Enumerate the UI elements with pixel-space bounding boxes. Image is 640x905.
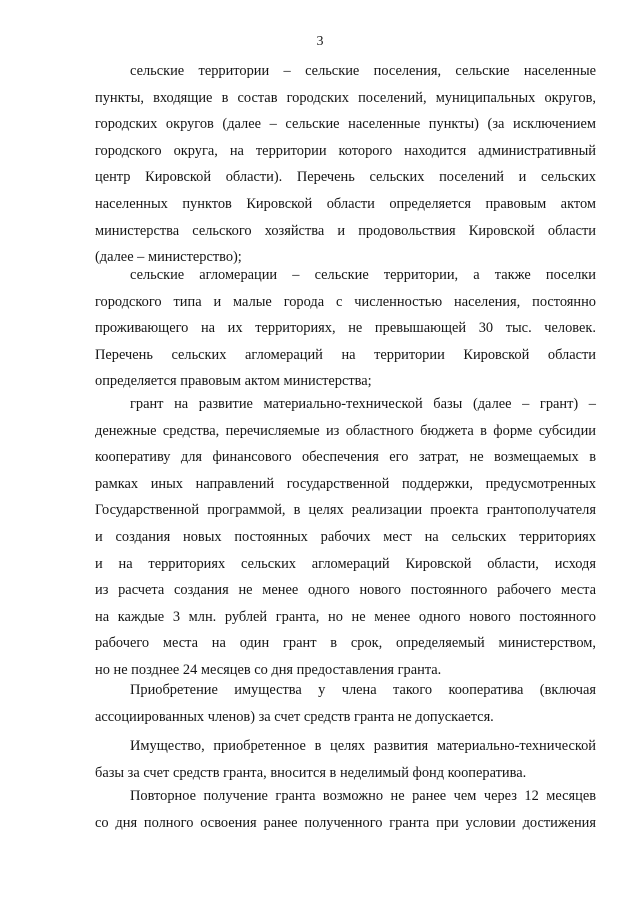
paragraph-rural-territories [95,58,596,271]
paragraph-property-acquisition [95,677,596,730]
paragraph-line: денежные средства, перечисляемые из областного бюджета в форме субсидии [95,422,596,439]
paragraph-line: базы за счет средств гранта, вносится в неделимый фонд кооператива. [95,764,527,781]
paragraph-line: со дня полного освоения ранее полученного гранта при условии достижения [95,814,596,831]
paragraph-line: центр Кировской области). Перечень сельских поселений и сельских [95,169,596,186]
paragraph-line: Приобретение имущества у члена такого кооператива (включая [130,682,596,698]
paragraph-line: проживающего на их территориях, не превышающей 30 тыс. человек. [95,320,596,337]
paragraph-line: городского типа и малые города с численностью населения, постоянно [95,293,596,310]
paragraph-line: населенных пунктов Кировской области определяется правовым актом [95,195,596,212]
paragraph-line: и на территориях сельских агломераций Кировской области, исходя [95,555,596,572]
paragraph-line: рабочего места на один грант в срок, определяемый министерством, [95,635,596,652]
paragraph-line: городских округов (далее – сельские населенные пункты) (за исключением [95,116,596,133]
paragraph-line: городского округа, на территории которого находится административный [95,142,596,159]
paragraph-line: Повторное получение гранта возможно не ранее чем через 12 месяцев [130,788,596,804]
page-number: 3 [316,34,324,49]
paragraph-line: пункты, входящие в состав городских поселений, муниципальных округов, [95,89,596,106]
paragraph-line: Перечень сельских агломераций на территории Кировской области [95,346,596,363]
paragraph-grant-definition [95,391,596,684]
paragraph-indivisible-fund [95,733,596,786]
paragraph-line: (далее – министерство); [95,249,242,266]
paragraph-line: Государственной программой, в целях реализации проекта грантополучателя [95,502,596,519]
paragraph-line: министерства сельского хозяйства и продовольствия Кировской области [95,222,596,239]
paragraph-line: ассоциированных членов) за счет средств гранта не допускается. [95,708,494,725]
paragraph-line: грант на развитие материально-технической базы (далее – грант) – [130,396,596,412]
paragraph-line: сельские агломерации – сельские территории, а также поселки [130,267,596,283]
paragraph-line: на каждые 3 млн. рублей гранта, но не менее одного нового постоянного [95,608,596,625]
paragraph-line: и создания новых постоянных рабочих мест на сельских территориях [95,528,596,545]
paragraph-repeat-grant [95,783,596,836]
paragraph-line: из расчета создания не менее одного нового постоянного рабочего места [95,582,596,599]
paragraph-line: определяется правовым актом министерства; [95,373,372,390]
paragraph-line: кооперативу для финансового обеспечения его затрат, не возмещаемых в [95,449,596,466]
paragraph-line: но не позднее 24 месяцев со дня предоставления гранта. [95,661,442,678]
paragraph-line: Имущество, приобретенное в целях развития материально-технической [130,738,596,754]
paragraph-line: рамках иных направлений государственной поддержки, предусмотренных [95,475,596,492]
paragraph-rural-agglomerations [95,262,596,395]
paragraph-line: сельские территории – сельские поселения, сельские населенные [130,63,596,79]
